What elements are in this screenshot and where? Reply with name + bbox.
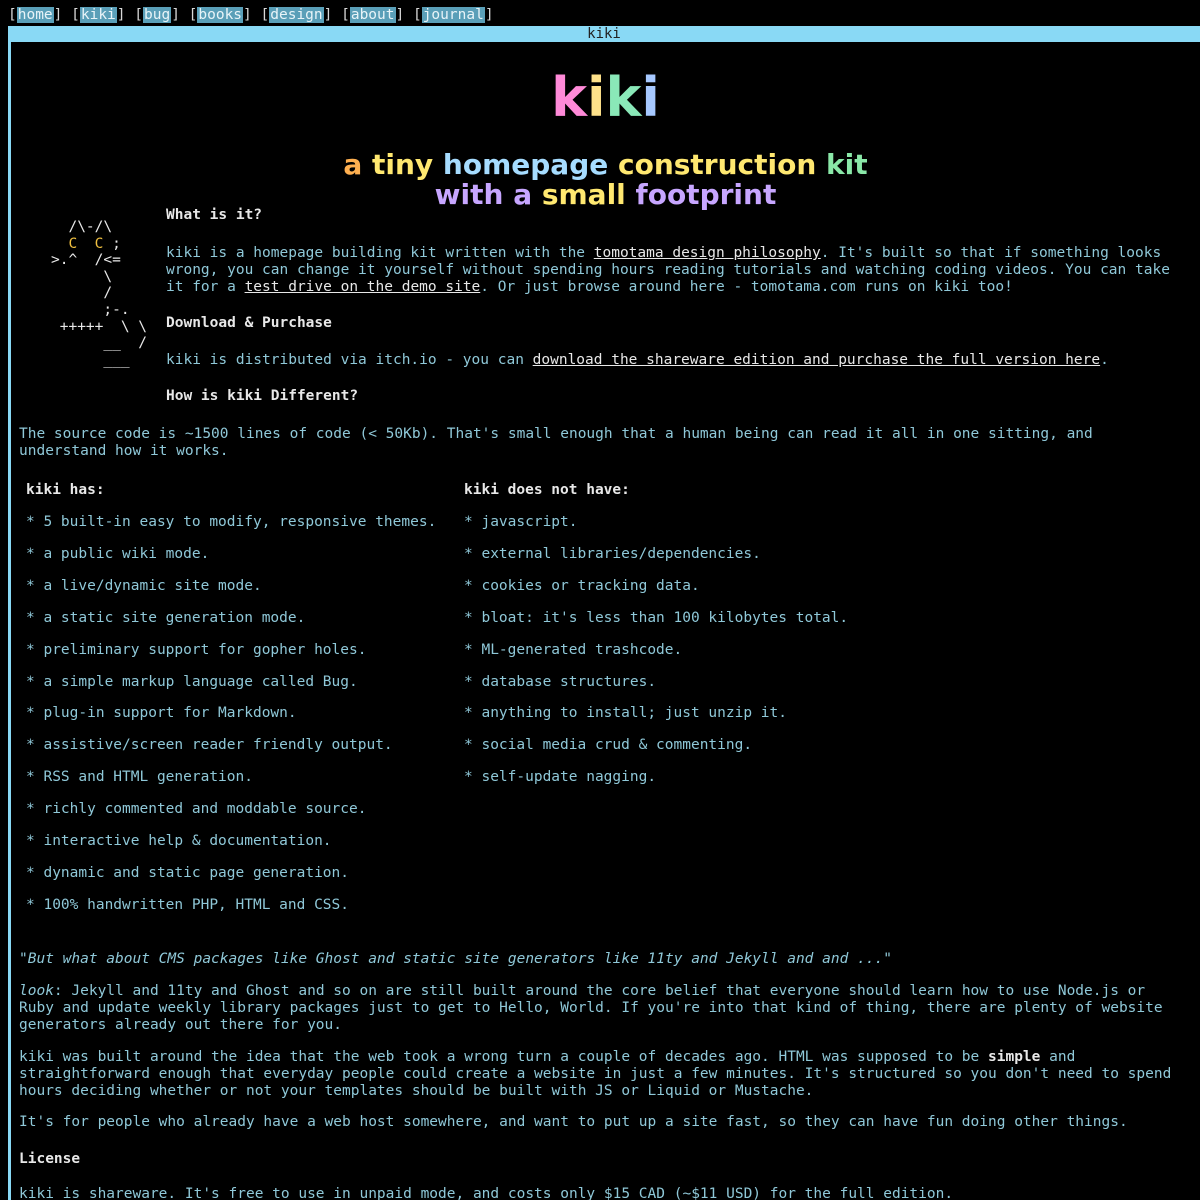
list-item: * 100% handwritten PHP, HTML and CSS. — [26, 896, 350, 913]
download-heading: Download & Purchase — [166, 315, 332, 331]
tagline-word: homepage — [442, 148, 609, 181]
nav-bracket: [ — [412, 7, 422, 23]
tagline-word: a — [343, 148, 363, 181]
how-different-heading: How is kiki Different? — [166, 388, 359, 404]
kiki-not-have-heading: kiki does not have: — [464, 482, 630, 498]
nav-bracket: [ — [341, 7, 350, 23]
cms-wrong-turn-text: kiki was built around the idea that the web took a wrong turn a couple of decades ago. HTML was supposed to be simple and straightforward enough that everyday people could create a website in just a few minutes. It's structured so you don't need to spend hours deciding whether or not your templates should be built with JS or Liquid or Mustache. — [19, 1049, 1172, 1099]
nav-link-books[interactable]: books — [198, 7, 243, 23]
list-item: * self-update nagging. — [464, 769, 657, 786]
nav-link-bug[interactable]: bug — [143, 7, 171, 23]
nav-bracket: [ — [134, 7, 143, 23]
list-item: * database structures. — [464, 673, 657, 690]
list-item: * richly commented and moddable source. — [26, 801, 367, 818]
list-item: * plug-in support for Markdown. — [26, 705, 297, 722]
what-is-it-text: kiki is a homepage building kit written with the tomotama design philosophy. It's built so that if something looks wrong, you can change it yourself without spending hours reading tutorials and watching coding videos. You can take it for a test drive on the demo site. Or just browse around here - tomotama.com runs on kiki too! — [166, 245, 1170, 295]
tagline-word: a — [513, 178, 533, 211]
cms-fun-text: It's for people who already have a web host somewhere, and want to put up a site fast, so they can have fun doing other things. — [19, 1114, 1128, 1130]
cms-look-text: look: Jekyll and 11ty and Ghost and so on are still built around the core belief that everyone should learn how to use Node.js or Ruby and update weekly library packages just to get to Hello, World. If you're into that kind of thing, there are plenty of website generators already out there for you. — [19, 983, 1163, 1033]
nav-link-journal[interactable]: journal — [422, 7, 484, 23]
list-item: * a static site generation mode. — [26, 609, 306, 626]
demo-site-link[interactable]: test drive on the demo site — [244, 279, 481, 295]
tagline-word: with — [434, 178, 504, 211]
list-item: * interactive help & documentation. — [26, 833, 332, 849]
nav-link-about[interactable]: about — [350, 7, 395, 23]
tagline-word: footprint — [635, 178, 777, 211]
license-text: kiki is shareware. It's free to use in unpaid mode, and costs only $15 CAD (~$11 USD) for the full edition. — [19, 1186, 954, 1200]
nav-bracket: ] — [171, 7, 180, 23]
tagline-word: small — [541, 178, 626, 211]
tagline-word: kit — [826, 148, 868, 181]
nav-bracket: ] — [484, 7, 494, 23]
ascii-cat-mascot: /\-/\ C C ; >.^ /<= \ / ;-. +++++ \ \ __ / ___ — [51, 219, 148, 368]
cms-question: "But what about CMS packages like Ghost and static site generators like 11ty and Jekyll and and ..." — [19, 951, 892, 967]
nav-link-home[interactable]: home — [17, 7, 53, 23]
list-item: * a public wiki mode. — [26, 545, 210, 562]
list-item: * a simple markup language called Bug. — [26, 673, 358, 690]
list-item: * a live/dynamic site mode. — [26, 577, 262, 594]
logo-letter: i — [641, 66, 660, 129]
top-navigation — [8, 6, 494, 24]
nav-bracket: ] — [395, 7, 405, 23]
nav-bracket: [ — [260, 7, 270, 23]
list-item: * bloat: it's less than 100 kilobytes total. — [464, 609, 849, 626]
tagline-line-1 — [11, 148, 1200, 182]
what-is-it-heading: What is it? — [166, 207, 263, 223]
list-item: * RSS and HTML generation. — [26, 769, 253, 786]
nav-bracket: [ — [71, 7, 80, 23]
kiki-logo — [11, 68, 1200, 128]
list-item: * cookies or tracking data. — [464, 577, 700, 594]
list-item: * javascript. — [464, 514, 578, 530]
nav-bracket: ] — [243, 7, 252, 23]
download-text: kiki is distributed via itch.io - you can download the shareware edition and purchase the full version here. — [166, 352, 1109, 368]
list-item: * anything to install; just unzip it. — [464, 705, 788, 722]
list-item: * preliminary support for gopher holes. — [26, 641, 367, 658]
logo-letter: k — [551, 66, 587, 129]
list-item: * assistive/screen reader friendly output. — [26, 737, 393, 754]
design-philosophy-link[interactable]: tomotama design philosophy — [593, 245, 821, 261]
list-item: * social media crud & commenting. — [464, 737, 753, 754]
logo-letter: k — [605, 66, 642, 129]
kiki-has-heading: kiki has: — [26, 482, 105, 498]
nav-bracket: ] — [53, 7, 63, 23]
tagline-word: construction — [617, 148, 817, 181]
window-content[interactable] — [11, 42, 1200, 1200]
mascot-eye: C — [94, 235, 104, 252]
license-heading: License — [19, 1151, 81, 1167]
mascot-eye: C — [68, 235, 78, 252]
list-item: * external libraries/dependencies. — [464, 545, 761, 562]
window-title: kiki — [587, 26, 621, 42]
list-item: * ML-generated trashcode. — [464, 641, 683, 658]
logo-letter: i — [586, 66, 606, 129]
nav-bracket: [ — [188, 7, 198, 23]
nav-bracket: [ — [8, 7, 17, 23]
main-window — [8, 26, 1200, 1200]
nav-bracket: ] — [323, 7, 333, 23]
nav-link-design[interactable]: design — [270, 7, 323, 23]
tagline-word: tiny — [372, 148, 434, 181]
nav-bracket: ] — [116, 7, 126, 23]
nav-link-kiki[interactable]: kiki — [80, 7, 116, 23]
download-link[interactable]: download the shareware edition and purchase the full version here — [532, 352, 1101, 368]
list-item: * dynamic and static page generation. — [26, 864, 350, 881]
list-item: * 5 built-in easy to modify, responsive themes. — [26, 514, 437, 530]
different-text: The source code is ~1500 lines of code (< 50Kb). That's small enough that a human being can read it all in one sitting, and understand how it works. — [19, 426, 1093, 459]
